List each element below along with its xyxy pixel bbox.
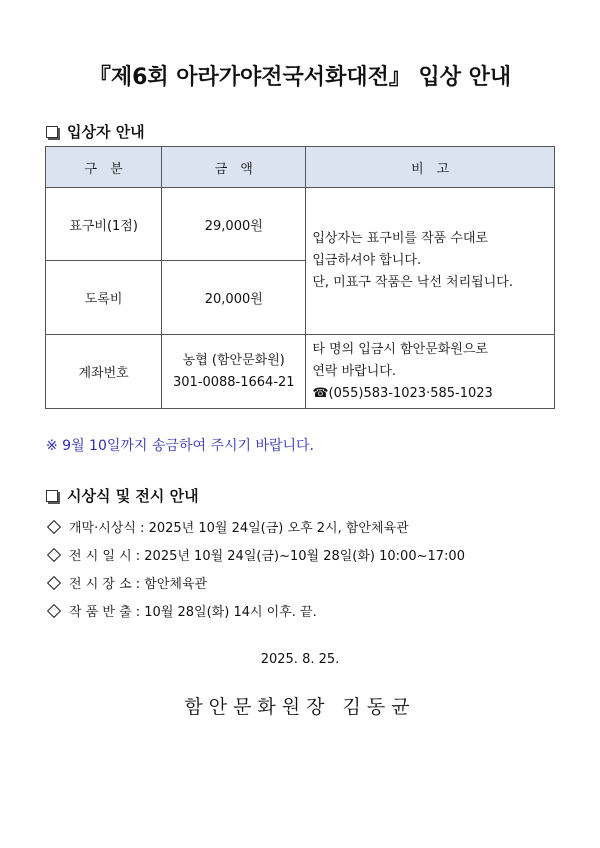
header-amount: 금 액: [162, 147, 306, 188]
checkbox-icon: [46, 126, 58, 138]
info-item: [46, 517, 409, 536]
diamond-icon: [47, 547, 61, 561]
info-item: [46, 601, 317, 620]
signature-line: 함안문화원장 김동균: [184, 696, 416, 718]
info-text: 전 시 일 시 : 2025년 10월 24일(금)~10월 28일(화) 10:00~17:00: [69, 549, 465, 564]
section-heading-label: 시상식 및 전시 안내: [67, 487, 199, 505]
cell-category: 표구비(1점): [46, 188, 162, 261]
cell-amount: 20,000원: [162, 261, 306, 335]
remarks-line: 입금하셔야 합니다.: [312, 253, 422, 268]
bank-name: 농협 (함안문화원): [182, 352, 285, 368]
account-number: 301-0088-1664-21: [172, 374, 295, 390]
diamond-icon: [47, 575, 61, 589]
deadline-notice: ※ 9월 10일까지 송금하여 주시기 바랍니다.: [46, 438, 315, 454]
remarks-line: 단, 미표구 작품은 낙선 처리됩니다.: [312, 275, 513, 290]
cell-remarks: [306, 188, 555, 335]
info-text: 개막·시상식 : 2025년 10월 24일(금) 오후 2시, 함안체육관: [69, 521, 409, 536]
header-category: 구 분: [46, 147, 162, 188]
remarks-line: 타 명의 입금시 함안문화원으로: [312, 341, 488, 357]
checkbox-icon: [46, 490, 58, 502]
cell-account: [162, 335, 306, 409]
table-row: [46, 188, 555, 261]
page-title: 『제6회 아라가야전국서화대전』 입상 안내: [88, 65, 512, 90]
info-text: 작 품 반 출 : 10월 28일(화) 14시 이후. 끝.: [69, 605, 317, 620]
award-table: [45, 146, 555, 409]
section-heading-label: 입상자 안내: [67, 123, 145, 141]
remarks-line: ☎(055)583-1023·585-1023: [312, 385, 493, 401]
section-heading-ceremony: [46, 485, 199, 506]
diamond-icon: [47, 519, 61, 533]
info-text: 전 시 장 소 : 함안체육관: [69, 577, 208, 592]
diamond-icon: [47, 603, 61, 617]
table-header-row: [46, 147, 555, 188]
cell-category: 도록비: [46, 261, 162, 335]
header-remarks: 비 고: [306, 147, 555, 188]
remarks-line: 입상자는 표구비를 작품 수대로: [312, 231, 488, 246]
info-item: [46, 545, 465, 564]
cell-remarks: [306, 335, 555, 409]
cell-category: 계좌번호: [46, 335, 162, 409]
info-item: [46, 573, 207, 592]
document-date: 2025. 8. 25.: [260, 652, 340, 667]
cell-amount: 29,000원: [162, 188, 306, 261]
remarks-line: 연락 바랍니다.: [312, 363, 396, 379]
table-row: [46, 335, 555, 409]
section-heading-awardees: [46, 121, 145, 142]
